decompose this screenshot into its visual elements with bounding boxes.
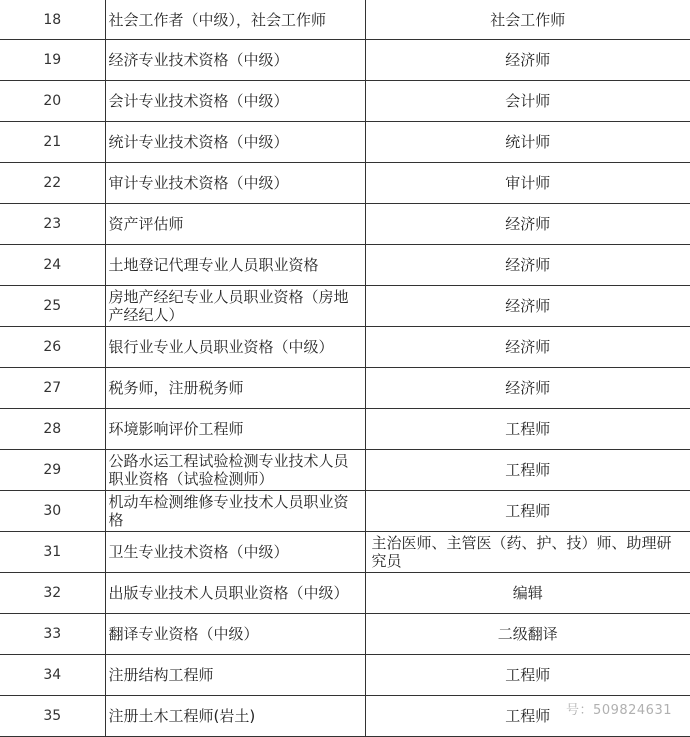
table-row [0, 163, 690, 204]
table-row [0, 204, 690, 245]
qualification-name: 会计专业技术资格（中级） [105, 81, 365, 122]
row-number: 26 [0, 327, 105, 368]
row-number: 32 [0, 573, 105, 614]
row-number: 24 [0, 245, 105, 286]
table-row [0, 122, 690, 163]
row-number: 30 [0, 491, 105, 532]
row-number: 18 [0, 0, 105, 40]
qualification-name: 房地产经纪专业人员职业资格（房地产经纪人） [105, 286, 365, 327]
table-row [0, 655, 690, 696]
table-row [0, 0, 690, 40]
equivalent-title: 经济师 [365, 368, 690, 409]
table-row [0, 286, 690, 327]
row-number: 27 [0, 368, 105, 409]
table-row [0, 450, 690, 491]
qualification-name: 翻译专业资格（中级） [105, 614, 365, 655]
qualification-name: 注册土木工程师(岩土) [105, 696, 365, 737]
table-row [0, 327, 690, 368]
equivalent-title: 经济师 [365, 204, 690, 245]
qualification-name: 机动车检测维修专业技术人员职业资格 [105, 491, 365, 532]
row-number: 35 [0, 696, 105, 737]
row-number: 28 [0, 409, 105, 450]
qualification-name: 税务师，注册税务师 [105, 368, 365, 409]
equivalent-title: 二级翻译 [365, 614, 690, 655]
equivalent-title: 经济师 [365, 286, 690, 327]
table-row [0, 696, 690, 737]
qualification-name: 资产评估师 [105, 204, 365, 245]
qualification-name: 卫生专业技术资格（中级） [105, 532, 365, 573]
equivalent-title: 编辑 [365, 573, 690, 614]
qualification-name: 出版专业技术人员职业资格（中级） [105, 573, 365, 614]
row-number: 33 [0, 614, 105, 655]
table-row [0, 491, 690, 532]
equivalent-title: 工程师 [365, 450, 690, 491]
table-row [0, 532, 690, 573]
table-row [0, 245, 690, 286]
equivalent-title-text: 主治医师、主管医（药、护、技）师、助理研究员 [371, 534, 672, 570]
equivalent-title [365, 532, 690, 573]
qualification-name: 公路水运工程试验检测专业技术人员职业资格（试验检测师） [105, 450, 365, 491]
equivalent-title: 审计师 [365, 163, 690, 204]
qualification-name: 环境影响评价工程师 [105, 409, 365, 450]
table-row [0, 573, 690, 614]
equivalent-title: 经济师 [365, 40, 690, 81]
table-row [0, 368, 690, 409]
watermark: 号：509824631 [566, 703, 672, 718]
row-number: 34 [0, 655, 105, 696]
table-row [0, 409, 690, 450]
equivalent-title: 工程师 [365, 491, 690, 532]
equivalent-title: 工程师 [365, 655, 690, 696]
row-number: 23 [0, 204, 105, 245]
row-number: 19 [0, 40, 105, 81]
qualification-name: 审计专业技术资格（中级） [105, 163, 365, 204]
equivalent-title: 工程师 [365, 409, 690, 450]
qualification-name: 经济专业技术资格（中级） [105, 40, 365, 81]
qualification-name: 统计专业技术资格（中级） [105, 122, 365, 163]
equivalent-title: 经济师 [365, 327, 690, 368]
equivalent-title: 经济师 [365, 245, 690, 286]
row-number: 29 [0, 450, 105, 491]
qualification-name: 社会工作者（中级），社会工作师 [105, 0, 365, 40]
equivalent-title: 社会工作师 [365, 0, 690, 40]
row-number: 22 [0, 163, 105, 204]
equivalent-title: 会计师 [365, 81, 690, 122]
table-row [0, 40, 690, 81]
table-row [0, 614, 690, 655]
equivalent-title: 工程师 [365, 696, 690, 737]
equivalent-title: 统计师 [365, 122, 690, 163]
row-number: 25 [0, 286, 105, 327]
row-number: 21 [0, 122, 105, 163]
row-number: 20 [0, 81, 105, 122]
row-number: 31 [0, 532, 105, 573]
table-row [0, 81, 690, 122]
qualification-name: 注册结构工程师 [105, 655, 365, 696]
qualification-name: 土地登记代理专业人员职业资格 [105, 245, 365, 286]
qualification-name: 银行业专业人员职业资格（中级） [105, 327, 365, 368]
